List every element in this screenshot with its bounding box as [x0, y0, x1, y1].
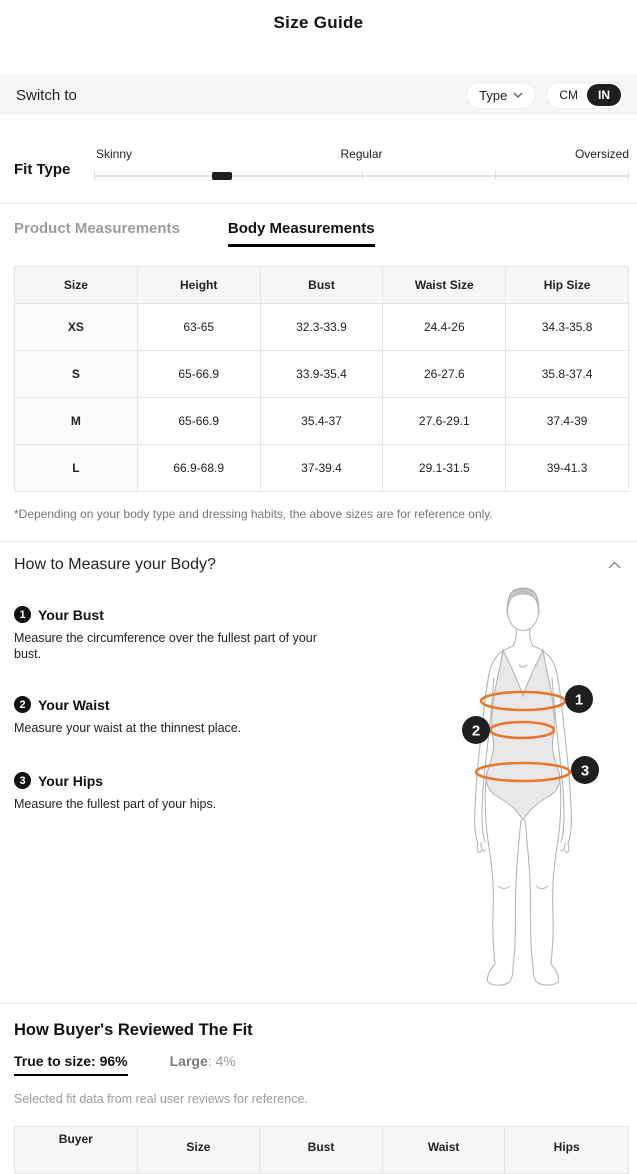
divider — [0, 1003, 637, 1004]
table-header-size: Size — [15, 267, 138, 304]
chevron-down-icon — [513, 92, 523, 98]
reviewed-fit-title: How Buyer's Reviewed The Fit — [14, 1021, 253, 1039]
buyer-table-header-waist: Waist — [383, 1127, 506, 1173]
switch-to-label: Switch to — [16, 86, 77, 104]
measure-item-desc: Measure your waist at the thinnest place. — [14, 721, 242, 735]
table-cell: 34.3-35.8 — [506, 304, 629, 351]
number-badge: 3 — [14, 772, 31, 789]
reviewed-fit-note: Selected fit data from real user reviews for reference. — [14, 1092, 308, 1106]
table-cell: 26-27.6 — [383, 351, 506, 398]
measure-item-desc: Measure the fullest part of your hips. — [14, 797, 217, 811]
unit-option-in[interactable]: IN — [587, 84, 621, 106]
table-cell: 35.4-37 — [260, 398, 383, 445]
size-table-footnote: *Depending on your body type and dressing habits, the above sizes are for reference only. — [14, 507, 493, 521]
fit-slider-track — [94, 171, 629, 181]
buyer-table-header-buyer: Buyer — [15, 1127, 138, 1173]
measure-item-title: Your Bust — [38, 606, 104, 623]
fit-scale-skinny: Skinny — [96, 147, 133, 161]
chevron-up-icon[interactable] — [608, 561, 621, 569]
measurement-tabs — [0, 204, 637, 247]
measure-item-bust — [14, 584, 345, 662]
fit-type-section — [0, 145, 637, 191]
measure-item-desc: Measure the circumference over the fullest part of your bust. — [14, 631, 317, 661]
tab-body-measurements[interactable]: Body Measurements — [228, 220, 375, 247]
tab-product-measurements[interactable]: Product Measurements — [14, 220, 180, 237]
buyer-table-header-hips: Hips — [505, 1127, 628, 1173]
unit-option-cm[interactable]: CM — [559, 88, 578, 102]
diagram-badge-3: 3 — [580, 762, 590, 780]
measure-item-hips — [14, 736, 345, 812]
fit-type-label: Fit Type — [14, 161, 71, 178]
table-header-hip: Hip Size — [506, 267, 629, 304]
switch-bar — [0, 75, 637, 115]
table-cell: 32.3-33.9 — [260, 304, 383, 351]
diagram-badge-1: 1 — [574, 691, 584, 709]
body-measurements-table — [14, 266, 629, 492]
measure-item-title: Your Waist — [38, 696, 110, 713]
table-cell: 35.8-37.4 — [506, 351, 629, 398]
fit-scale-regular: Regular — [340, 147, 383, 161]
table-row — [15, 445, 629, 492]
table-cell: M — [15, 398, 138, 445]
fit-slider-handle — [212, 172, 232, 180]
table-cell: 29.1-31.5 — [383, 445, 506, 492]
fit-scale-oversized: Oversized — [574, 147, 629, 161]
how-to-measure-body — [0, 584, 637, 1003]
fit-stat-value: : 4% — [207, 1053, 236, 1069]
buyer-fit-table — [14, 1126, 629, 1174]
diagram-badge-2: 2 — [471, 722, 481, 740]
buyer-table-header-bust: Bust — [260, 1127, 383, 1173]
number-badge: 2 — [14, 696, 31, 713]
fit-slider — [94, 145, 629, 191]
unit-toggle[interactable] — [546, 82, 625, 109]
measure-item-waist — [14, 662, 345, 736]
type-selector[interactable] — [466, 82, 536, 109]
how-to-measure-header[interactable] — [0, 542, 637, 584]
fit-stat-value: : 96% — [91, 1053, 128, 1069]
table-cell: 65-66.9 — [137, 398, 260, 445]
table-cell: 27.6-29.1 — [383, 398, 506, 445]
reviewed-fit-section — [0, 1021, 637, 1174]
body-diagram — [450, 586, 637, 996]
table-header-waist: Waist Size — [383, 267, 506, 304]
table-row — [15, 398, 629, 445]
how-to-measure-title: How to Measure your Body? — [14, 556, 216, 573]
table-cell: 37-39.4 — [260, 445, 383, 492]
number-badge: 1 — [14, 606, 31, 623]
page-title: Size Guide — [273, 13, 364, 32]
table-cell: 39-41.3 — [506, 445, 629, 492]
fit-stat-label: True to size — [14, 1053, 92, 1069]
type-selector-label: Type — [479, 87, 508, 103]
table-row — [15, 351, 629, 398]
fit-stat-large[interactable] — [170, 1053, 236, 1069]
table-header-height: Height — [137, 267, 260, 304]
table-header-row — [15, 267, 629, 304]
table-cell: XS — [15, 304, 138, 351]
table-cell: S — [15, 351, 138, 398]
table-header-bust: Bust — [260, 267, 383, 304]
buyer-table-header-size: Size — [138, 1127, 261, 1173]
table-cell: 63-65 — [137, 304, 260, 351]
fit-stat-label: Large — [169, 1053, 208, 1069]
fit-stat-true-to-size[interactable] — [14, 1053, 128, 1076]
body-figure-illustration — [450, 586, 637, 996]
table-row — [15, 304, 629, 351]
measure-item-title: Your Hips — [38, 772, 104, 789]
table-cell: 37.4-39 — [506, 398, 629, 445]
table-cell: 66.9-68.9 — [137, 445, 260, 492]
table-cell: 24.4-26 — [383, 304, 506, 351]
table-cell: L — [15, 445, 138, 492]
table-cell: 33.9-35.4 — [260, 351, 383, 398]
table-cell: 65-66.9 — [137, 351, 260, 398]
